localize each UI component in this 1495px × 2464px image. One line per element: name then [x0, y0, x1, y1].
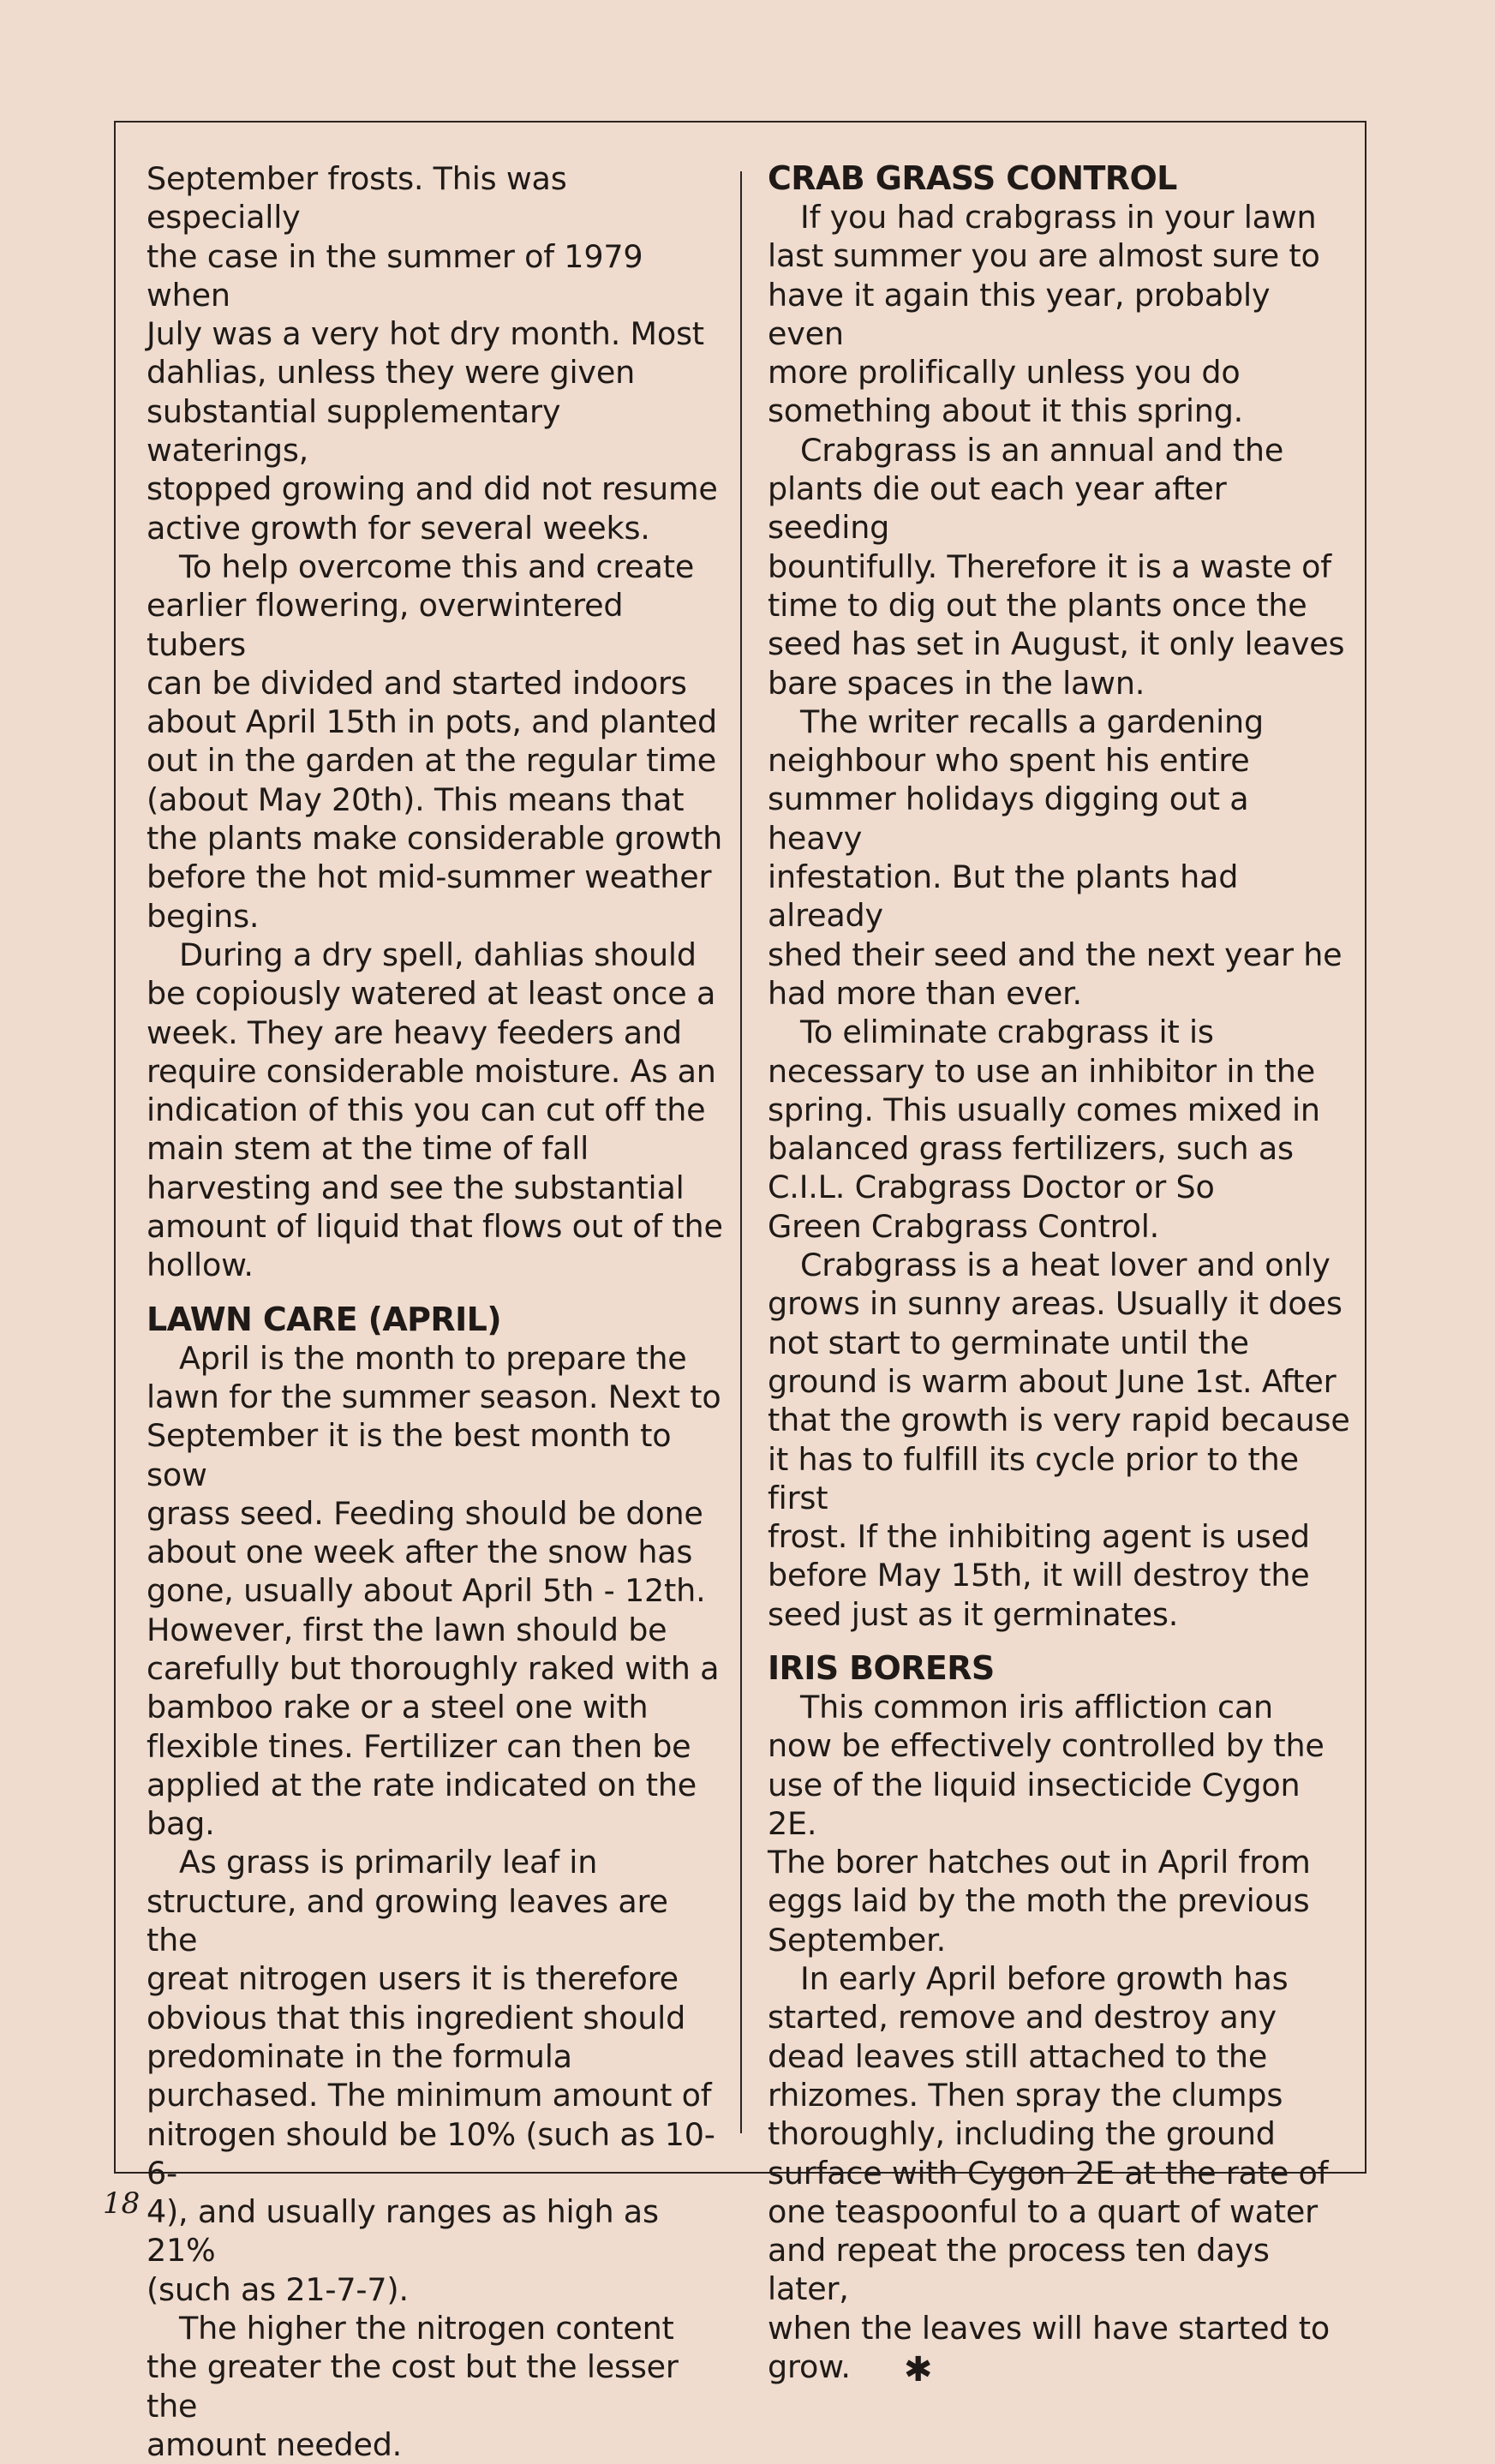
right-column [768, 159, 1350, 2389]
dahlia-paragraph-watering: During a dry spell, dahlias should be copiously watered at least once a week. They are heavy feeders and require considerable moisture. As an indication of this you can cut off the main stem at the time of fall harvesting and see the substantial amount of liquid that flows out of the hollow. [147, 936, 723, 1284]
dahlia-paragraph-continued: September frosts. This was especially the case in the summer of 1979 when July was a very hot dry month. Most dahlias, unless they were given substantial supplementary waterings, stopped growing and did not resume active growth for several weeks. [147, 160, 718, 547]
end-mark-icon: ✱ [903, 2350, 933, 2390]
crab-paragraph-inhibitor: To eliminate crabgrass it is necessary to use an inhibitor in the spring. This usually comes mixed in balanced grass fertilizers, such as C.I.L. Crabgrass Doctor or So Green Crabgrass Control. [768, 1014, 1320, 1245]
crab-paragraph-annual: Crabgrass is an annual and the plants die out each year after seeding bountifully. Therefore it is a waste of time to dig out the plants once the seed has set in August, it only leaves bare spaces in the lawn. [768, 431, 1345, 702]
lawn-paragraph-prepare: April is the month to prepare the lawn for the summer season. Next to September it is the best month to sow grass seed. Feeding should be done about one week after the snow has gone, usually about April 5th - 12th. However, first the lawn should be carefully but thoroughly raked with a bamboo rake or a steel one with flexible tines. Fertilizer can then be applied at the rate indicated on the bag. [147, 1339, 721, 1843]
left-column [147, 159, 727, 2464]
crab-paragraph-neighbour: The writer recalls a gardening neighbour who spent his entire summer holidays digging out a heavy infestation. But the plants had already shed their seed and the next year he had more than ever. [768, 703, 1343, 1012]
iris-paragraph-spray-text: In early April before growth has started, remove and destroy any dead leaves still attached to the rhizomes. Then spray the clumps thoroughly, including the ground surface with Cygon 2E at the rate of one teaspoonful to a quart of water and repeat the process ten days later, when the leaves will have started to grow. [768, 1960, 1331, 2386]
crab-paragraph-heat: Crabgrass is a heat lover and only grows in sunny areas. Usually it does not start to germinate until the ground is warm about June 1st. After that the growth is very rapid because it has to fulfill its cycle prior to the first frost. If the inhibiting agent is used before May 15th, it will destroy the seed just as it germinates. [768, 1247, 1350, 1633]
lawn-paragraph-cost: The higher the nitrogen content the greater the cost but the lesser the amount needed. [147, 2310, 679, 2463]
crab-grass-heading: CRAB GRASS CONTROL [768, 159, 1177, 197]
crab-paragraph-intro: If you had crabgrass in your lawn last summer you are almost sure to have it again this year, probably even more prolifically unless you do something about it this spring. [768, 199, 1320, 430]
page-number: 18 [103, 2186, 141, 2221]
iris-paragraph-spray [768, 1959, 1350, 2389]
column-divider [740, 171, 742, 2133]
iris-borers-heading: IRIS BORERS [768, 1648, 995, 1687]
lawn-paragraph-nitrogen: As grass is primarily leaf in structure, and growing leaves are the great nitrogen users it is therefore obvious that this ingredient should predominate in the formula purchased. The minimum amount of nitrogen should be 10% (such as 10-6- 4), and usually ranges as high as 21% (such as 21-7-7). [147, 1844, 715, 2308]
lawn-care-heading: LAWN CARE (APRIL) [147, 1300, 502, 1338]
iris-paragraph-cygon: This common iris affliction can now be effectively controlled by the use of the liquid insecticide Cygon 2E. The borer hatches out in April from eggs laid by the moth the previous September. [768, 1688, 1325, 1959]
dahlia-paragraph-early-flowering: To help overcome this and create earlier flowering, overwintered tubers can be divided and started indoors about April 15th in pots, and planted out in the garden at the regular time (about May 20th). This means that the plants make considerable growth before the hot mid-summer weather begins. [147, 547, 723, 935]
